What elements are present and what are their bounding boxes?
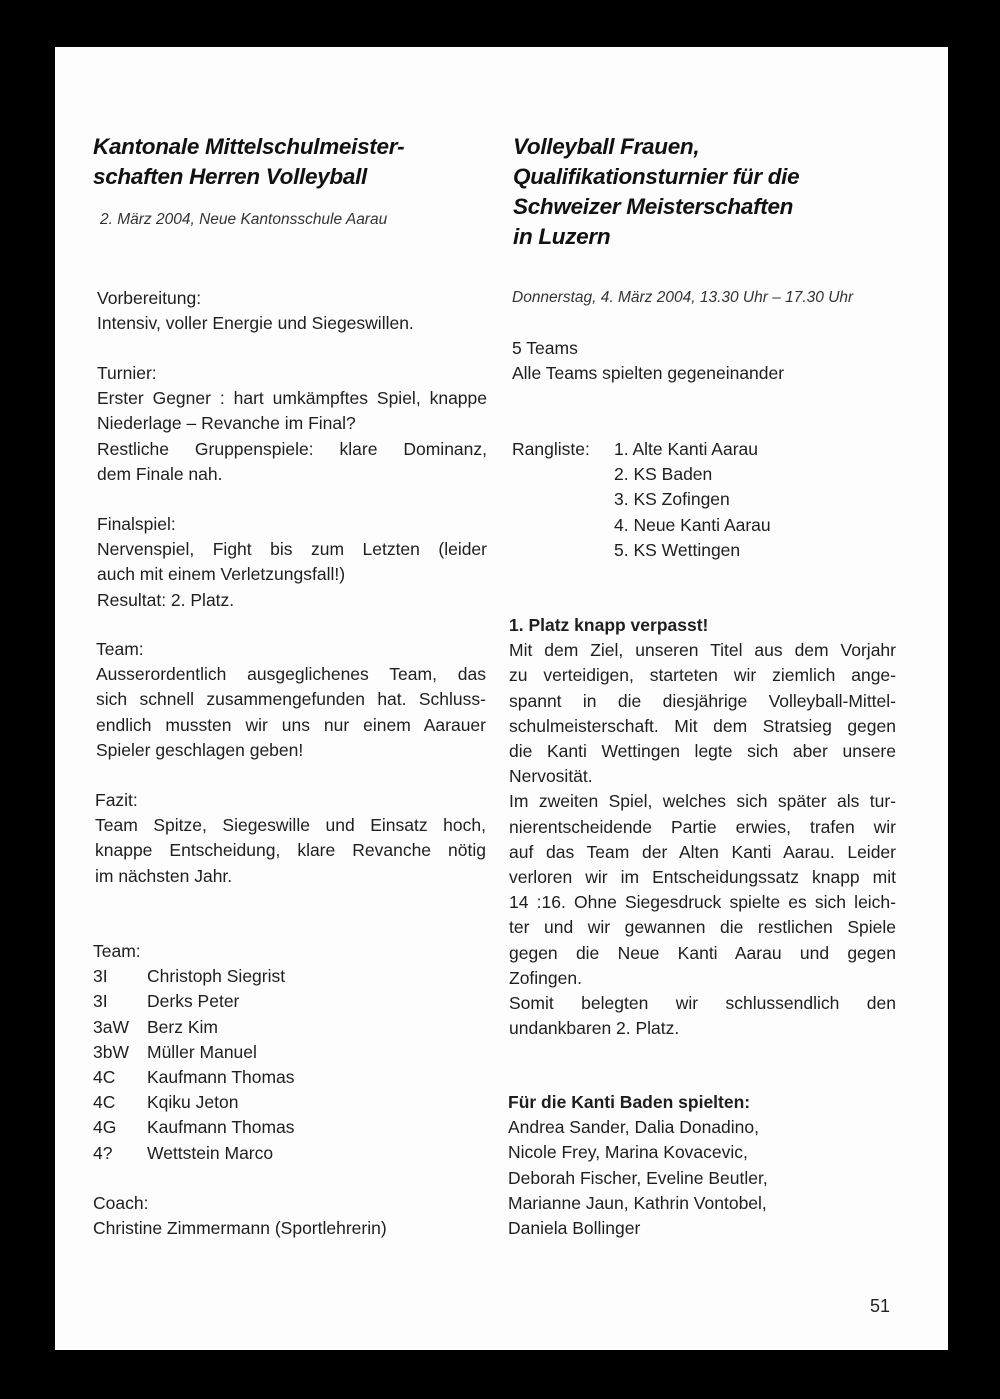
- report-line: undankbaren 2. Platz.: [509, 1018, 680, 1039]
- ranking-row: [512, 462, 912, 487]
- right-article-title: [513, 132, 913, 252]
- left-article-date: 2. März 2004, Neue Kantonsschule Aarau: [100, 211, 388, 228]
- section-label: Finalspiel:: [97, 514, 176, 534]
- right-article-date: Donnerstag, 4. März 2004, 13.30 Uhr – 17.30 Uhr: [512, 289, 854, 306]
- report-line: Somit belegten wir schlussendlich den: [509, 993, 896, 1014]
- coach-block: [93, 1191, 493, 1241]
- section-team: [96, 637, 486, 763]
- title-line: Schweizer Meisterschaften: [513, 194, 794, 219]
- section-line: Niederlage – Revanche im Final?: [97, 413, 356, 434]
- member-name: Wettstein Marco: [147, 1142, 274, 1163]
- players-line: Andrea Sander, Dalia Donadino,: [508, 1117, 760, 1138]
- member-class: 4C: [93, 1067, 116, 1088]
- member-name: Berz Kim: [147, 1016, 218, 1037]
- section-line: Nervenspiel, Fight bis zum Letzten (leider: [97, 539, 487, 560]
- report-line: schulmeisterschaft. Mit dem Stratsieg gegen: [509, 715, 896, 736]
- team-roster: [93, 939, 493, 1166]
- report-line: zu verteidigen, starteten wir ziemlich ange-: [509, 665, 896, 686]
- left-article-title: [93, 132, 493, 192]
- member-name: Christoph Siegrist: [147, 966, 286, 987]
- report-line: Zofingen.: [509, 967, 582, 988]
- players-line: Daniela Bollinger: [508, 1218, 641, 1239]
- players-block: [508, 1090, 908, 1241]
- section-label: Turnier:: [97, 363, 157, 383]
- member-name: Kaufmann Thomas: [147, 1117, 295, 1138]
- tournament-intro: [512, 336, 912, 386]
- intro-line: Alle Teams spielten gegeneinander: [512, 363, 785, 384]
- member-class: 3bW: [93, 1041, 129, 1062]
- team-label: Team:: [93, 941, 141, 961]
- report-line: die Kanti Wettingen legte sich aber unsere: [509, 741, 896, 762]
- document-page: [55, 47, 948, 1350]
- section-line: Resultat: 2. Platz.: [97, 589, 235, 610]
- report-line: Im zweiten Spiel, welches sich später als tur-: [509, 791, 896, 812]
- team-member-row: [93, 1141, 493, 1166]
- ranking-row: [512, 538, 912, 563]
- ranking-entry: 2. KS Baden: [614, 464, 713, 485]
- report-line: Mit dem Ziel, unseren Titel aus dem Vorjahr: [509, 640, 896, 661]
- players-line: Nicole Frey, Marina Kovacevic,: [508, 1142, 748, 1163]
- title-line: Qualifikationsturnier für die: [513, 164, 800, 189]
- member-name: Müller Manuel: [147, 1041, 257, 1062]
- section-label: Fazit:: [95, 790, 138, 810]
- ranking-entry: 4. Neue Kanti Aarau: [614, 514, 771, 535]
- section-final: [97, 512, 487, 613]
- ranking-row: [512, 437, 912, 462]
- section-conclusion: [95, 788, 486, 889]
- report-line: auf das Team der Alten Kanti Aarau. Leider: [509, 841, 896, 862]
- players-heading: Für die Kanti Baden spielten:: [508, 1092, 751, 1112]
- title-line: Kantonale Mittelschulmeister-: [93, 134, 405, 159]
- team-member-row: [93, 1015, 493, 1040]
- ranking-entry: 3. KS Zofingen: [614, 489, 730, 510]
- coach-label: Coach:: [93, 1193, 149, 1213]
- ranking-entry: 5. KS Wettingen: [614, 539, 741, 560]
- ranking-row: [512, 513, 912, 538]
- report-heading: 1. Platz knapp verpasst!: [509, 615, 709, 635]
- team-member-row: [93, 1090, 493, 1115]
- section-label: Team:: [96, 639, 144, 659]
- title-line: in Luzern: [513, 224, 611, 249]
- tournament-report: [509, 613, 896, 1041]
- section-line: sich schnell zusammengefunden hat. Schluss-: [96, 689, 486, 710]
- member-class: 4G: [93, 1117, 117, 1138]
- report-line: gegen die Neue Kanti Aarau und gegen: [509, 942, 896, 963]
- intro-line: 5 Teams: [512, 338, 578, 358]
- team-member-row: [93, 964, 493, 989]
- member-class: 4?: [93, 1142, 113, 1163]
- section-line: Restliche Gruppenspiele: klare Dominanz,: [97, 438, 487, 459]
- member-name: Derks Peter: [147, 991, 240, 1012]
- team-member-row: [93, 1040, 493, 1065]
- team-member-row: [93, 989, 493, 1014]
- report-line: spannt in die diesjährige Volleyball-Mittel-: [509, 690, 896, 711]
- section-label: Vorbereitung:: [97, 288, 202, 308]
- section-line: Intensiv, voller Energie und Siegeswillen.: [97, 313, 414, 334]
- member-name: Kaufmann Thomas: [147, 1067, 295, 1088]
- ranking-row: [512, 487, 912, 512]
- report-line: nierentscheidende Partie erwies, trafen wir: [509, 816, 896, 837]
- section-line: knappe Entscheidung, klare Revanche nötig: [95, 840, 486, 861]
- section-line: endlich mussten wir uns nur einem Aarauer: [96, 714, 486, 735]
- member-name: Kqiku Jeton: [147, 1092, 239, 1113]
- team-member-row: [93, 1115, 493, 1140]
- players-line: Deborah Fischer, Eveline Beutler,: [508, 1167, 768, 1188]
- report-line: 14 :16. Ohne Siegesdruck spielte es sich leich-: [509, 892, 896, 913]
- section-line: Erster Gegner : hart umkämpftes Spiel, knappe: [97, 388, 487, 409]
- section-line: dem Finale nah.: [97, 463, 223, 484]
- section-line: auch mit einem Verletzungsfall!): [97, 564, 346, 585]
- players-line: Marianne Jaun, Kathrin Vontobel,: [508, 1192, 767, 1213]
- member-class: 3I: [93, 991, 108, 1012]
- ranking-list: [512, 437, 912, 563]
- member-class: 4C: [93, 1092, 116, 1113]
- member-class: 3I: [93, 966, 108, 987]
- team-member-row: [93, 1065, 493, 1090]
- ranking-label: Rangliste:: [512, 439, 590, 459]
- title-line: Volleyball Frauen,: [513, 134, 700, 159]
- section-line: Ausserordentlich ausgeglichenes Team, das: [96, 664, 486, 685]
- coach-name: Christine Zimmermann (Sportlehrerin): [93, 1218, 387, 1239]
- member-class: 3aW: [93, 1016, 129, 1037]
- section-line: im nächsten Jahr.: [95, 865, 233, 886]
- ranking-entry: 1. Alte Kanti Aarau: [614, 439, 758, 459]
- report-line: Nervosität.: [509, 766, 593, 787]
- section-tournament: [97, 361, 487, 487]
- title-line: schaften Herren Volleyball: [93, 164, 367, 189]
- section-line: Team Spitze, Siegeswille und Einsatz hoch,: [95, 815, 486, 836]
- report-line: ter und wir gewannen die restlichen Spiele: [509, 917, 896, 938]
- report-line: verloren wir im Entscheidungssatz knapp mit: [509, 867, 896, 888]
- page-number: 51: [870, 1296, 891, 1316]
- section-line: Spieler geschlagen geben!: [96, 739, 304, 760]
- section-preparation: [97, 286, 497, 336]
